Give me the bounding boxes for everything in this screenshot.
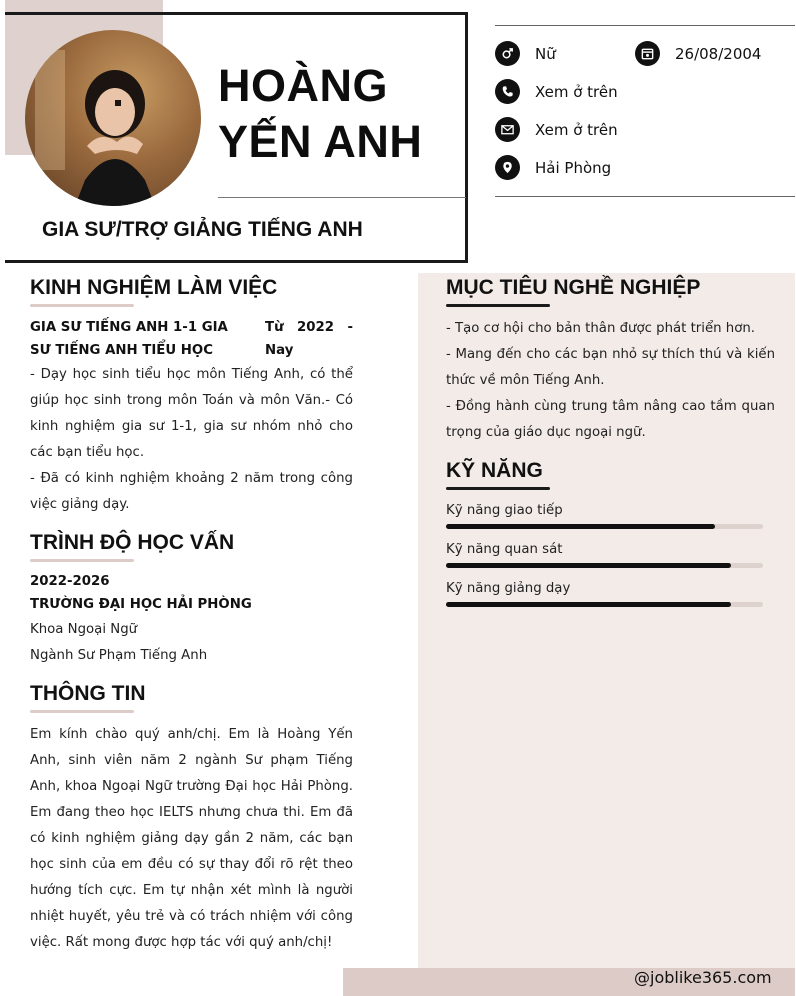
objective-heading: MỤC TIÊU NGHỀ NGHIỆP — [446, 276, 701, 299]
name-line-2: YẾN ANH — [218, 116, 423, 167]
skill-label-observation: Kỹ năng quan sát — [446, 542, 563, 557]
experience-description-2: - Đã có kinh nghiệm khoảng 2 năm trong công việc giảng dạy. — [30, 471, 353, 512]
calendar-icon — [635, 41, 660, 66]
objective-underline — [446, 304, 550, 307]
about-heading: THÔNG TIN — [30, 682, 146, 705]
education-underline — [30, 559, 134, 562]
address-value: Hải Phòng — [535, 158, 612, 177]
objective-item-1: - Tạo cơ hội cho bản thân được phát triển hơn. — [446, 321, 756, 336]
experience-position: GIA SƯ TIẾNG ANH 1-1 GIA SƯ TIẾNG ANH TIỂU HỌC — [30, 320, 228, 358]
skill-label-teaching: Kỹ năng giảng dạy — [446, 581, 571, 596]
contact-birthdate — [635, 41, 761, 66]
contact-gender — [495, 41, 556, 66]
skill-bar-communication — [446, 524, 763, 529]
avatar — [25, 30, 201, 206]
phone-icon — [495, 79, 520, 104]
skill-bar-teaching — [446, 602, 763, 607]
about-text: Em kính chào quý anh/chị. Em là Hoàng Yến Anh, sinh viên năm 2 ngành Sư phạm Tiếng Anh, khoa Ngoại Ngữ trường Đại học Hải Phòng. Em đang theo học IELTS nhưng chưa thi. Em đã có kinh nghiệm giảng dạy gần 2 năm, các bạn học sinh của em đều có sự thay đổi rõ rệt theo hướng tích cực. Em tự nhận xét mình là người nhiệt huyết, yêu trẻ và có trách nhiệm với công việc. Rất mong được hợp tác với quý anh/chị! — [30, 727, 353, 950]
education-major: Ngành Sư Phạm Tiếng Anh — [30, 648, 208, 663]
experience-heading: KINH NGHIỆM LÀM VIỆC — [30, 276, 278, 299]
experience-description-1: - Dạy học sinh tiểu học môn Tiếng Anh, có thể giúp học sinh trong môn Toán và môn Văn.- Có kinh nghiệm gia sư 1-1, gia sư nhóm nhỏ cho các bạn tiểu học. — [30, 367, 353, 460]
objective-item-3: - Đồng hành cùng trung tâm nâng cao tầm quan trọng của giáo dục ngoại ngữ. — [446, 399, 775, 440]
gender-value: Nữ — [535, 44, 556, 63]
education-heading: TRÌNH ĐỘ HỌC VẤN — [30, 531, 235, 554]
skill-fill-communication — [446, 524, 715, 529]
contact-address — [495, 155, 611, 180]
avatar-photo — [25, 30, 201, 206]
birthdate-value: 26/08/2004 — [675, 44, 762, 63]
contact-bottom-rule — [495, 196, 795, 197]
contact-top-rule — [495, 25, 795, 26]
experience-period: Từ 2022 - Nay — [265, 320, 353, 358]
gender-icon — [495, 41, 520, 66]
phone-value: Xem ở trên — [535, 82, 618, 101]
about-underline — [30, 710, 134, 713]
experience-underline — [30, 304, 134, 307]
skills-heading: KỸ NĂNG — [446, 459, 543, 482]
skill-bar-observation — [446, 563, 763, 568]
skill-fill-teaching — [446, 602, 731, 607]
skill-fill-observation — [446, 563, 731, 568]
name-divider — [218, 197, 466, 198]
contact-phone — [495, 79, 618, 104]
footer-watermark: @joblike365.com — [634, 968, 772, 987]
skill-label-communication: Kỹ năng giao tiếp — [446, 503, 563, 518]
education-years: 2022-2026 — [30, 574, 110, 589]
education-faculty: Khoa Ngoại Ngữ — [30, 622, 138, 637]
contact-email — [495, 117, 618, 142]
candidate-name — [218, 58, 422, 170]
name-line-1: HOÀNG — [218, 60, 388, 111]
location-icon — [495, 155, 520, 180]
email-value: Xem ở trên — [535, 120, 618, 139]
skills-underline — [446, 487, 550, 490]
email-icon — [495, 117, 520, 142]
education-school: TRƯỜNG ĐẠI HỌC HẢI PHÒNG — [30, 597, 252, 612]
job-title: GIA SƯ/TRỢ GIẢNG TIẾNG ANH — [42, 218, 363, 241]
objective-item-2: - Mang đến cho các bạn nhỏ sự thích thú và kiến thức về môn Tiếng Anh. — [446, 347, 775, 388]
